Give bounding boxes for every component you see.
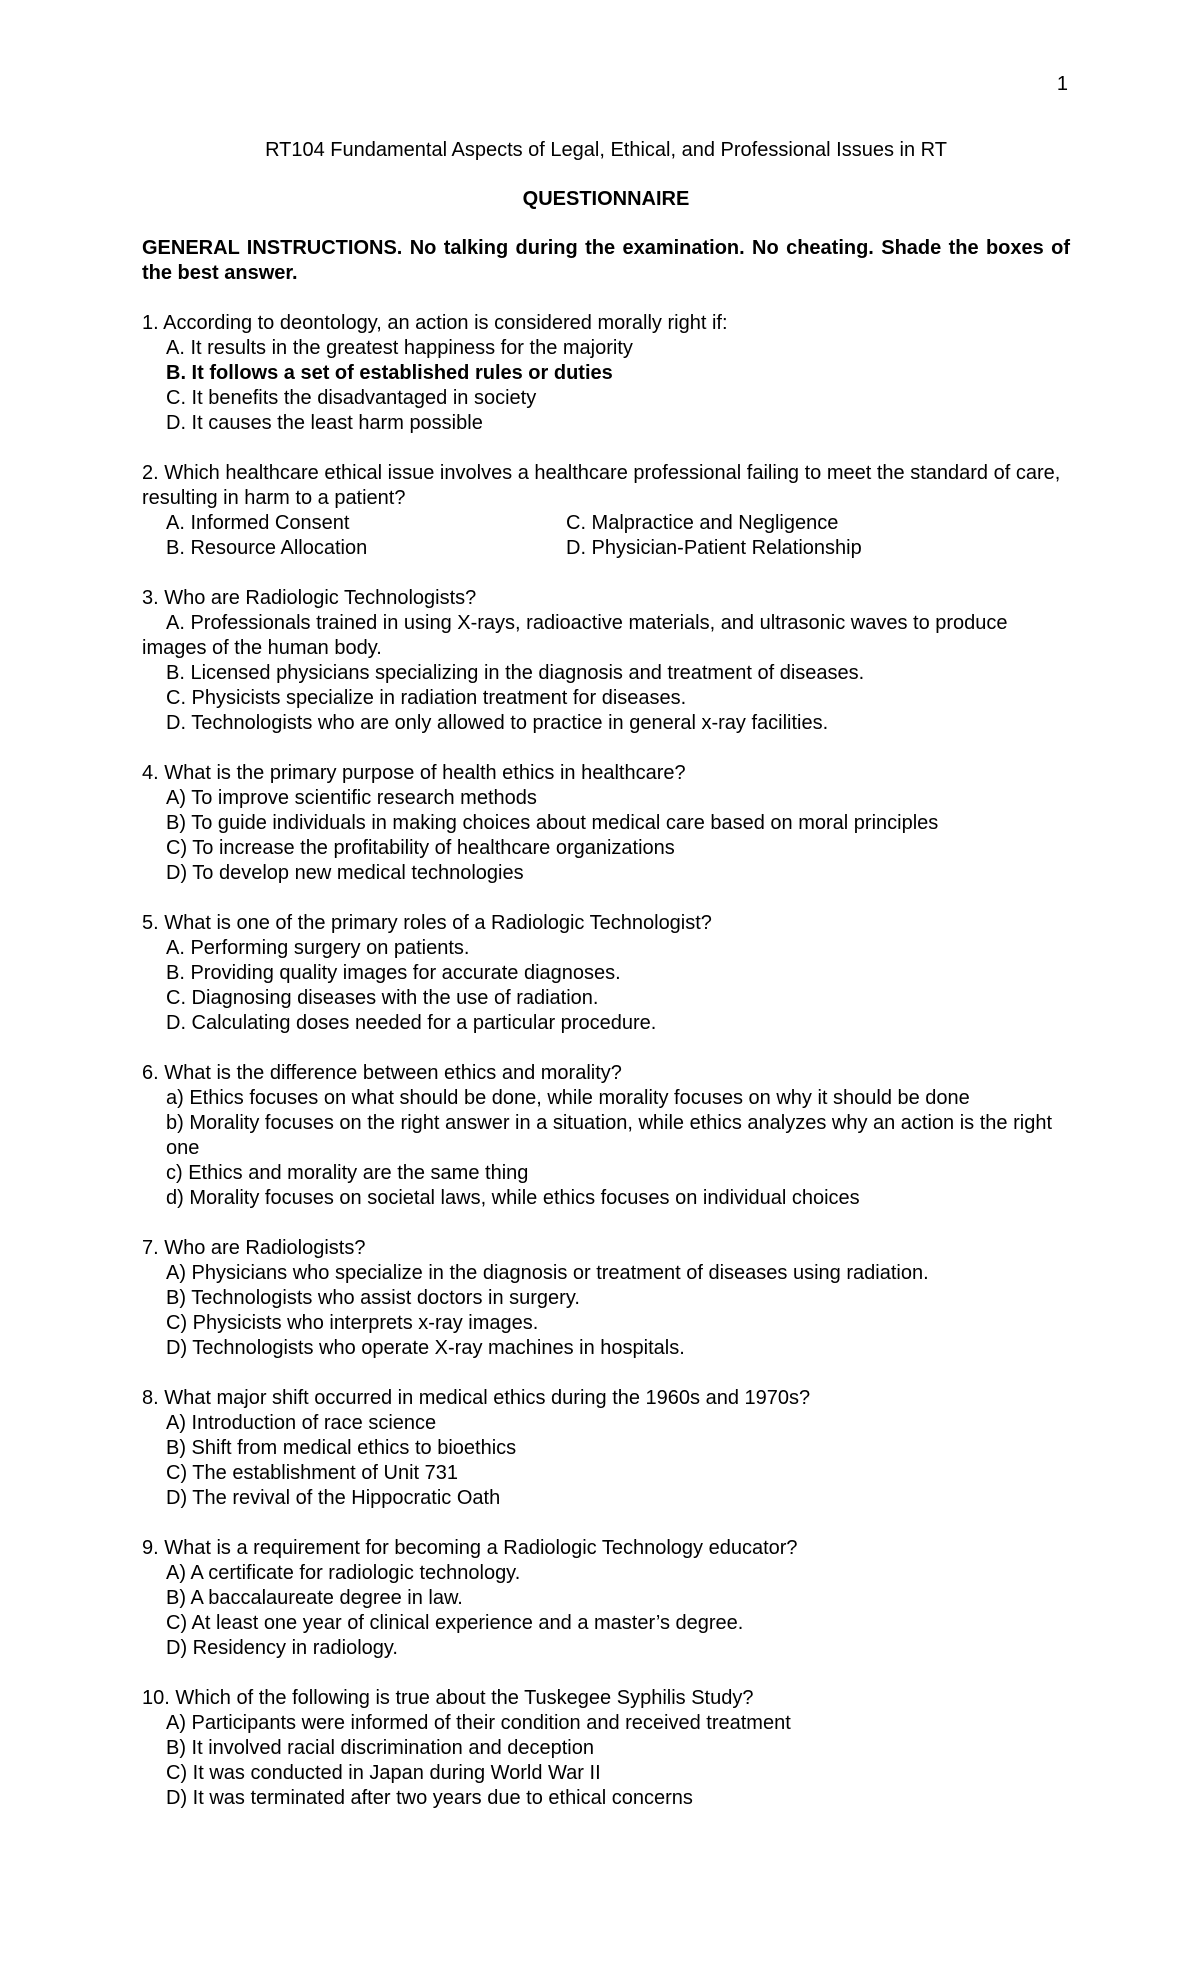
answer-option: B. Providing quality images for accurate diagnoses. — [166, 962, 621, 984]
answer-option: C) It was conducted in Japan during World War II — [166, 1762, 601, 1784]
answer-option: C. Physicists specialize in radiation treatment for diseases. — [166, 687, 687, 709]
answer-option: C) To increase the profitability of healthcare organizations — [166, 837, 675, 859]
question-8 — [142, 1386, 1070, 1511]
answer-option: a) Ethics focuses on what should be done, while morality focuses on why it should be done — [166, 1087, 970, 1109]
answer-option: D) The revival of the Hippocratic Oath — [166, 1487, 501, 1509]
question-text: 9. What is a requirement for becoming a Radiologic Technology educator? — [142, 1537, 798, 1559]
question-text: 3. Who are Radiologic Technologists? — [142, 587, 477, 609]
answer-option: D) It was terminated after two years due to ethical concerns — [166, 1787, 693, 1809]
answer-option: C. Malpractice and Negligence — [566, 512, 839, 534]
answer-option: D) To develop new medical technologies — [166, 862, 524, 884]
question-text: 10. Which of the following is true about the Tuskegee Syphilis Study? — [142, 1687, 754, 1709]
answer-option: A. It results in the greatest happiness for the majority — [166, 337, 633, 359]
question-5 — [142, 911, 1070, 1036]
question-text: 1. According to deontology, an action is considered morally right if: — [142, 312, 728, 334]
answer-option: D. Calculating doses needed for a particular procedure. — [166, 1012, 657, 1034]
answer-option: A) Physicians who specialize in the diagnosis or treatment of diseases using radiation. — [166, 1262, 929, 1284]
answer-option: A) Participants were informed of their condition and received treatment — [166, 1712, 791, 1734]
answer-option: D. It causes the least harm possible — [166, 412, 483, 434]
general-instructions: GENERAL INSTRUCTIONS. No talking during the examination. No cheating. Shade the boxes of the best answer. — [142, 237, 1070, 284]
answer-option: B) Shift from medical ethics to bioethics — [166, 1437, 517, 1459]
answer-option: B) To guide individuals in making choices about medical care based on moral principles — [166, 812, 939, 834]
answer-option: D. Technologists who are only allowed to practice in general x-ray facilities. — [166, 712, 829, 734]
answer-option: A. Professionals trained in using X-rays, radioactive materials, and ultrasonic waves to produce images of the human body. — [142, 612, 1008, 659]
answer-option: d) Morality focuses on societal laws, while ethics focuses on individual choices — [166, 1187, 860, 1209]
answer-option: B. Resource Allocation — [166, 537, 368, 559]
answer-option: B. Licensed physicians specializing in the diagnosis and treatment of diseases. — [166, 662, 865, 684]
question-7 — [142, 1236, 1070, 1361]
document-body — [142, 138, 1070, 1811]
answer-option: c) Ethics and morality are the same thing — [166, 1162, 529, 1184]
course-title: RT104 Fundamental Aspects of Legal, Ethical, and Professional Issues in RT — [265, 139, 947, 161]
page-number: 1 — [1056, 73, 1068, 95]
question-text: 8. What major shift occurred in medical ethics during the 1960s and 1970s? — [142, 1387, 811, 1409]
question-text: 5. What is one of the primary roles of a Radiologic Technologist? — [142, 912, 712, 934]
answer-option: D) Residency in radiology. — [166, 1637, 398, 1659]
question-text: 7. Who are Radiologists? — [142, 1237, 366, 1259]
answer-option: C) The establishment of Unit 731 — [166, 1462, 459, 1484]
answer-option: A) Introduction of race science — [166, 1412, 437, 1434]
question-9 — [142, 1536, 1070, 1661]
questionnaire-title: QUESTIONNAIRE — [522, 188, 690, 210]
question-3 — [142, 586, 1070, 736]
answer-option: D. Physician-Patient Relationship — [566, 537, 862, 559]
question-text: 6. What is the difference between ethics and morality? — [142, 1062, 622, 1084]
answer-option: B) Technologists who assist doctors in surgery. — [166, 1287, 580, 1309]
question-2 — [142, 461, 1070, 561]
answer-option-highlighted: B. It follows a set of established rules or duties — [166, 362, 613, 384]
answer-option: D) Technologists who operate X-ray machines in hospitals. — [166, 1337, 685, 1359]
answer-option: A. Informed Consent — [166, 512, 350, 534]
question-text: 2. Which healthcare ethical issue involves a healthcare professional failing to meet the standard of care, resulting in harm to a patient? — [142, 462, 1061, 509]
answer-options-grid — [142, 511, 1070, 561]
answer-option: C. Diagnosing diseases with the use of radiation. — [166, 987, 599, 1009]
question-1 — [142, 311, 1070, 436]
answer-option: A) To improve scientific research methods — [166, 787, 537, 809]
answer-option: A. Performing surgery on patients. — [166, 937, 470, 959]
answer-option: C. It benefits the disadvantaged in society — [166, 387, 537, 409]
answer-option: B) A baccalaureate degree in law. — [166, 1587, 463, 1609]
question-10 — [142, 1686, 1070, 1811]
answer-option: A) A certificate for radiologic technology. — [166, 1562, 521, 1584]
question-4 — [142, 761, 1070, 886]
answer-option: C) Physicists who interprets x-ray images. — [166, 1312, 539, 1334]
question-text: 4. What is the primary purpose of health ethics in healthcare? — [142, 762, 686, 784]
question-6 — [142, 1061, 1070, 1211]
answer-option: B) It involved racial discrimination and deception — [166, 1737, 594, 1759]
answer-option: C) At least one year of clinical experience and a master’s degree. — [166, 1612, 744, 1634]
answer-option: b) Morality focuses on the right answer in a situation, while ethics analyzes why an action is the right one — [166, 1112, 1052, 1159]
